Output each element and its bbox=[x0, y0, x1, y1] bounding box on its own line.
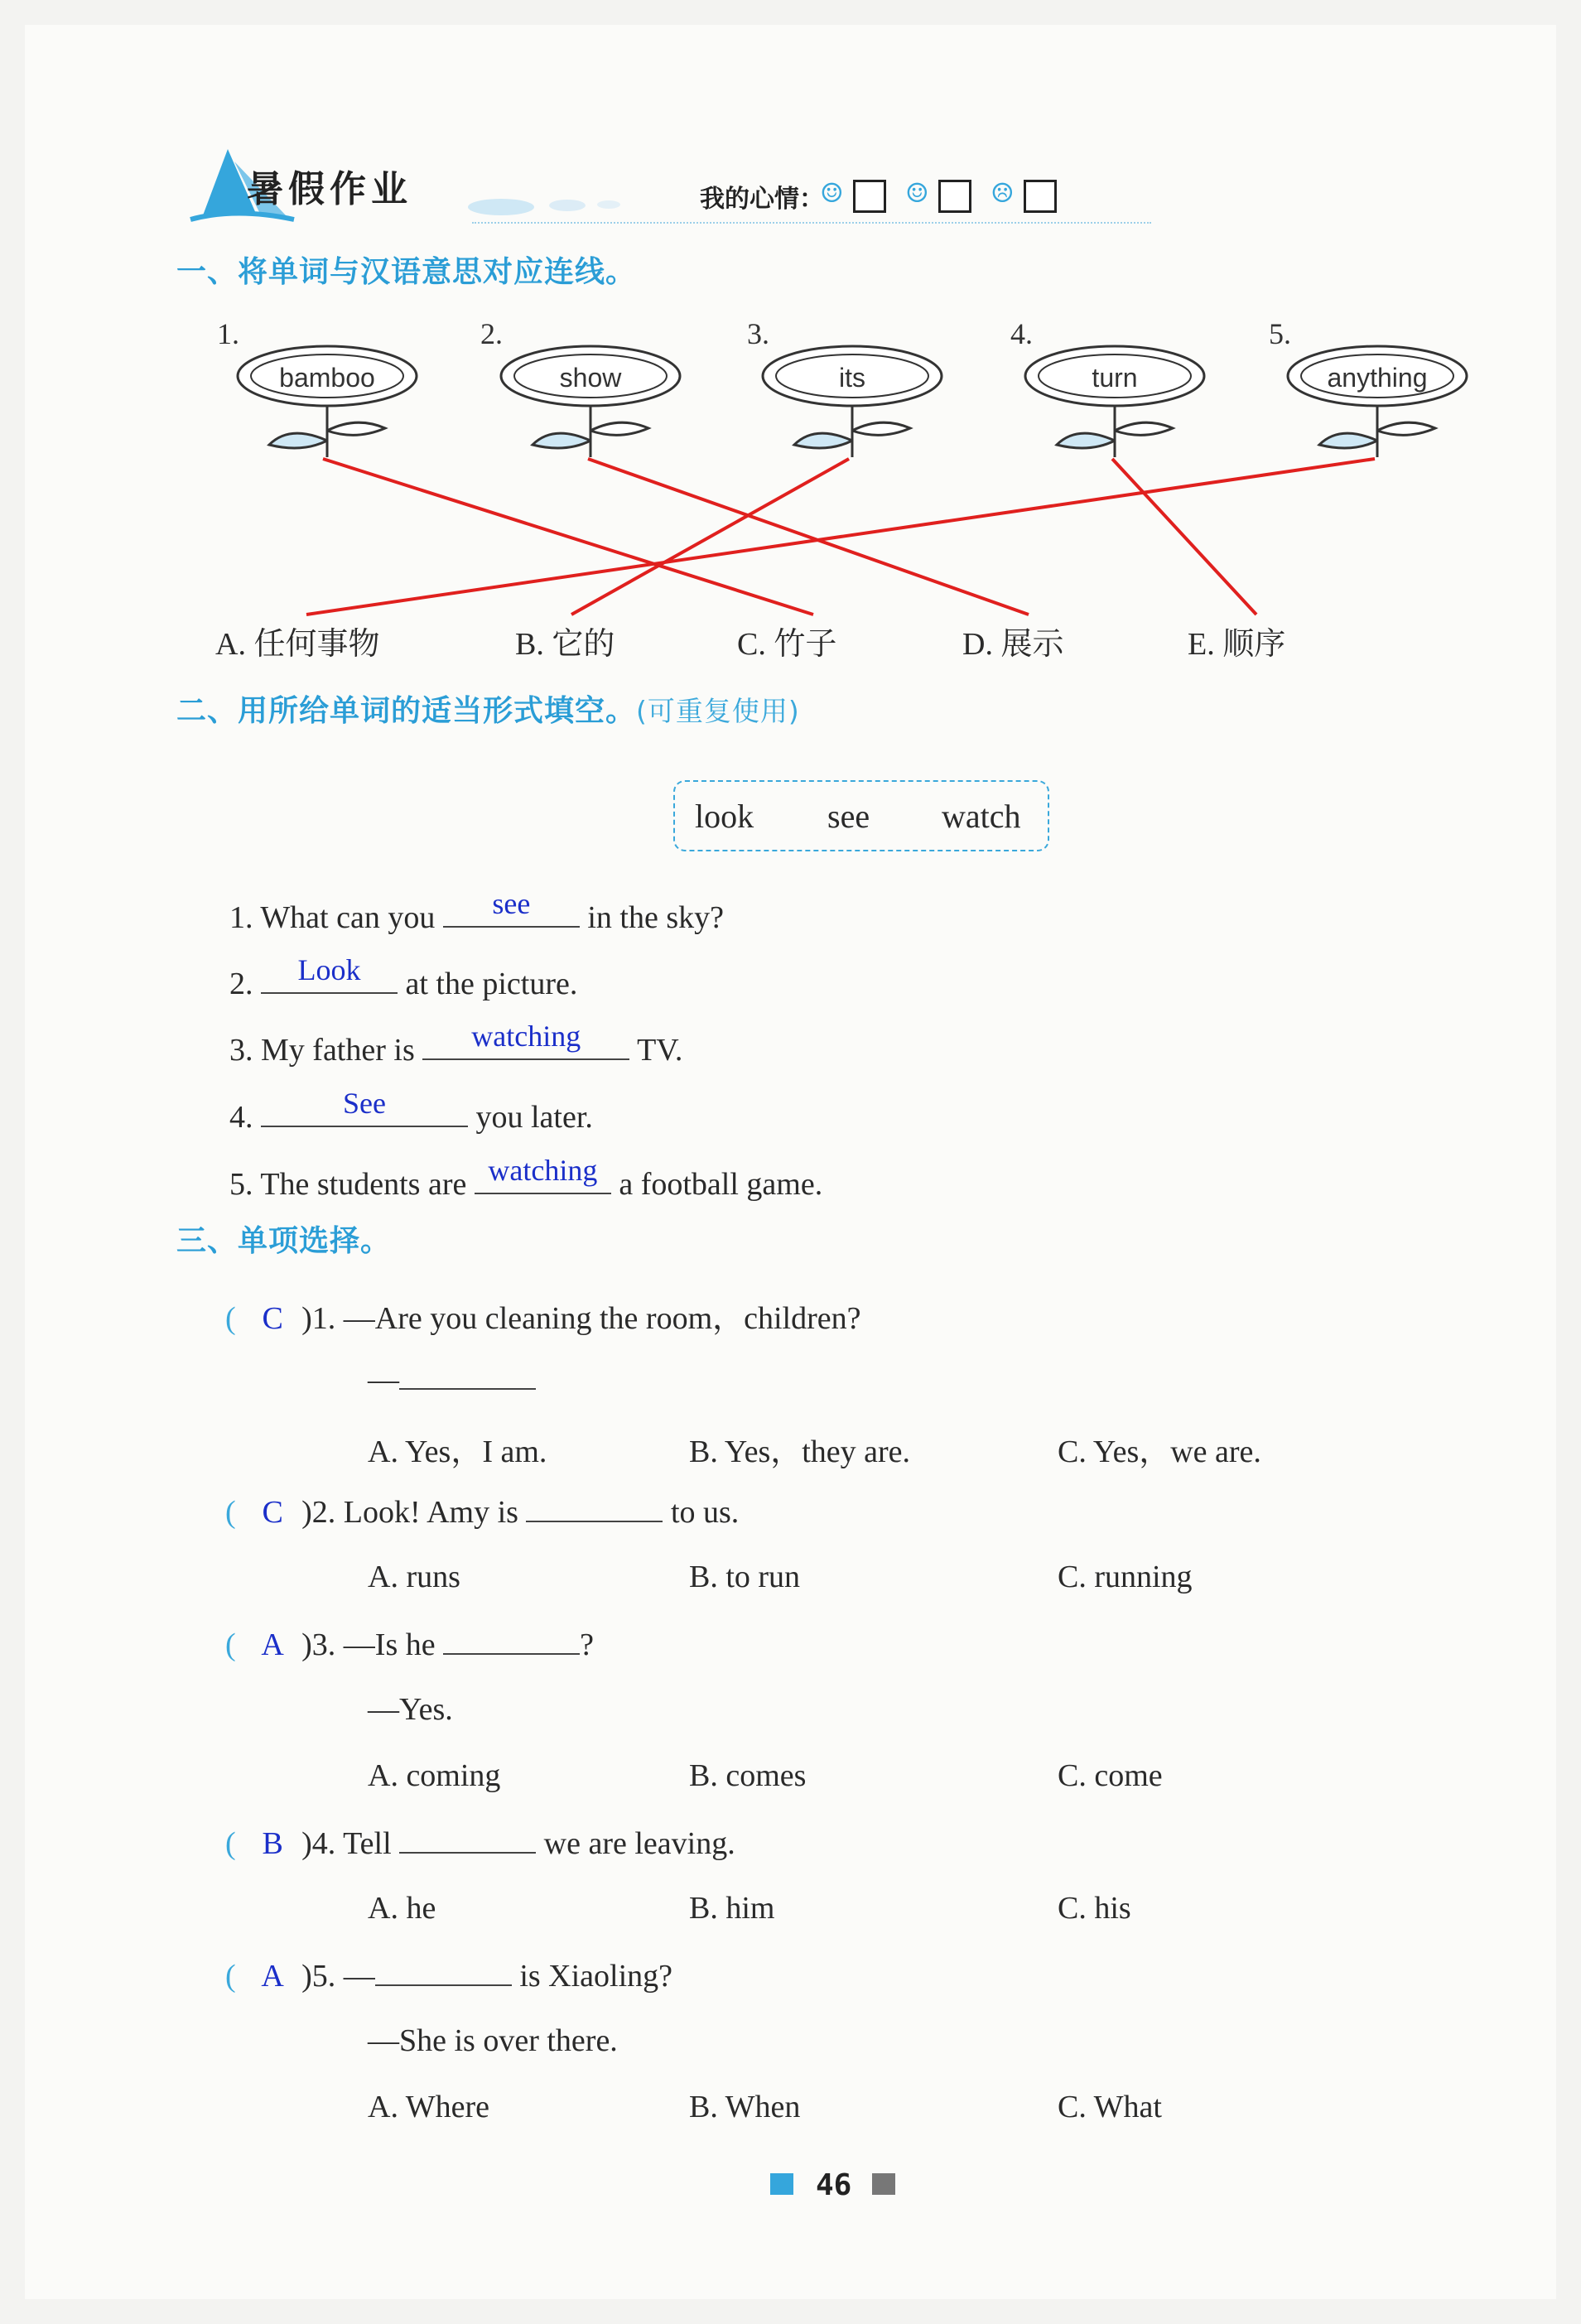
choice-question-2 bbox=[225, 1492, 739, 1531]
question-stem: ? bbox=[580, 1627, 594, 1662]
section2-note: (可重复使用) bbox=[636, 695, 800, 727]
word-label: anything bbox=[1327, 363, 1428, 393]
option-a[interactable]: A. runs bbox=[368, 1560, 460, 1594]
meaning-b: B. 它的 bbox=[515, 627, 615, 662]
word-bank-look: look bbox=[695, 798, 754, 835]
question-text: you later. bbox=[475, 1100, 593, 1135]
question-stem: )3. —Is he bbox=[301, 1627, 436, 1662]
page-marker-icon bbox=[872, 2173, 895, 2195]
worksheet-page bbox=[25, 25, 1556, 2299]
word-bank-watch: watch bbox=[942, 798, 1021, 835]
question-stem: )2. Look! Amy is bbox=[301, 1495, 518, 1530]
fill-question-4 bbox=[229, 1087, 593, 1135]
meaning-d: D. 展示 bbox=[962, 627, 1064, 662]
option-b[interactable]: B. him bbox=[689, 1891, 775, 1926]
reply-line bbox=[368, 1360, 536, 1398]
star-face-icon: ☺ bbox=[905, 177, 929, 209]
choice-question-4 bbox=[225, 1824, 735, 1862]
question-stem: we are leaving. bbox=[543, 1826, 735, 1861]
word-flower-its bbox=[757, 333, 947, 449]
mood-label: 我的心情： bbox=[700, 185, 824, 214]
answer-text: see bbox=[492, 887, 531, 920]
question-text: 4. bbox=[229, 1100, 253, 1135]
match-line-anything bbox=[306, 459, 1375, 615]
reply-line: —She is over there. bbox=[368, 2023, 618, 2058]
section2-title-text: 二、用所给单词的适当形式填空。 bbox=[176, 694, 637, 728]
paren-open: ( bbox=[225, 1495, 236, 1530]
answer-blank[interactable] bbox=[475, 1154, 611, 1194]
meaning-e: E. 顺序 bbox=[1188, 627, 1286, 662]
match-line-bamboo bbox=[323, 459, 813, 615]
option-c[interactable]: C. Yes，we are. bbox=[1058, 1434, 1261, 1469]
answer-blank[interactable] bbox=[443, 1625, 580, 1655]
question-stem: is Xiaoling? bbox=[519, 1959, 673, 1994]
word-label: its bbox=[839, 363, 865, 393]
star-face-icon: ☺ bbox=[820, 177, 844, 209]
meaning-a: A. 任何事物 bbox=[215, 627, 380, 662]
word-bank-box bbox=[673, 780, 1049, 851]
answer-text: watching bbox=[471, 1020, 581, 1053]
option-b[interactable]: B. to run bbox=[689, 1560, 801, 1594]
option-c[interactable]: C. his bbox=[1058, 1891, 1131, 1926]
word-flower-anything bbox=[1282, 333, 1473, 449]
answer-blank[interactable] bbox=[261, 953, 398, 994]
reply-text: — bbox=[368, 1362, 399, 1397]
paren-open: ( bbox=[225, 1959, 236, 1994]
word-number: 1. bbox=[217, 317, 239, 350]
answer-blank[interactable] bbox=[422, 1020, 629, 1060]
answer-blank[interactable] bbox=[399, 1360, 536, 1390]
question-stem: )5. — bbox=[301, 1959, 375, 1994]
question-text: TV. bbox=[637, 1033, 683, 1068]
word-label: show bbox=[559, 363, 622, 393]
word-number: 3. bbox=[747, 317, 769, 350]
question-text: at the picture. bbox=[405, 967, 578, 1001]
word-flower-turn bbox=[1019, 333, 1210, 449]
option-c[interactable]: C. running bbox=[1058, 1560, 1193, 1594]
answer-text: Look bbox=[297, 953, 361, 986]
section1-title: 一、将单词与汉语意思对应连线。 bbox=[176, 255, 637, 289]
option-a[interactable]: A. coming bbox=[368, 1758, 501, 1793]
paren-open: ( bbox=[225, 1301, 236, 1336]
fill-question-5 bbox=[229, 1154, 823, 1203]
question-stem: )4. Tell bbox=[301, 1826, 392, 1861]
question-text: 3. My father is bbox=[229, 1033, 415, 1068]
fill-question-3 bbox=[229, 1020, 683, 1068]
answer-text: See bbox=[343, 1087, 386, 1120]
fill-question-2 bbox=[229, 953, 578, 1002]
word-flower-bamboo bbox=[232, 333, 422, 449]
word-number: 5. bbox=[1269, 317, 1291, 350]
word-number: 4. bbox=[1010, 317, 1033, 350]
answer-blank[interactable] bbox=[375, 1956, 512, 1986]
choice-question-3 bbox=[225, 1625, 594, 1663]
paren-open: ( bbox=[225, 1826, 236, 1861]
question-text: 5. The students are bbox=[229, 1167, 467, 1202]
word-bank-see: see bbox=[827, 798, 870, 835]
header-title: 暑假作业 bbox=[247, 168, 412, 210]
choice-question-5 bbox=[225, 1956, 672, 1994]
word-number: 2. bbox=[480, 317, 503, 350]
star-face-icon: ☹ bbox=[991, 177, 1015, 209]
choice-answer[interactable]: B bbox=[262, 1826, 283, 1861]
option-a[interactable]: A. Yes，I am. bbox=[368, 1434, 547, 1469]
paren-open: ( bbox=[225, 1627, 236, 1662]
word-label: turn bbox=[1092, 363, 1138, 393]
answer-blank[interactable] bbox=[443, 887, 580, 928]
choice-question-1 bbox=[225, 1292, 861, 1338]
answer-blank[interactable] bbox=[261, 1087, 468, 1127]
question-stem: to us. bbox=[670, 1495, 740, 1530]
word-flower-show bbox=[495, 333, 686, 449]
option-b[interactable]: B. Yes，they are. bbox=[689, 1434, 911, 1469]
fill-question-1 bbox=[229, 887, 724, 936]
option-b[interactable]: B. comes bbox=[689, 1758, 807, 1793]
section3-title: 三、单项选择。 bbox=[176, 1224, 392, 1258]
meaning-c: C. 竹子 bbox=[737, 627, 837, 662]
match-line-turn bbox=[1112, 459, 1256, 615]
choice-answer[interactable]: C bbox=[262, 1301, 283, 1336]
choice-answer[interactable]: A bbox=[261, 1959, 284, 1994]
reply-line: —Yes. bbox=[368, 1692, 453, 1727]
option-a[interactable]: A. Where bbox=[368, 2090, 490, 2124]
page-number: 46 bbox=[816, 2168, 852, 2202]
option-c[interactable]: C. What bbox=[1058, 2090, 1162, 2124]
question-text: a football game. bbox=[619, 1167, 823, 1202]
answer-text: watching bbox=[488, 1154, 598, 1187]
option-a[interactable]: A. he bbox=[368, 1891, 436, 1926]
option-b[interactable]: B. When bbox=[689, 2090, 801, 2124]
section2-title bbox=[176, 687, 800, 730]
question-text: 2. bbox=[229, 967, 253, 1001]
option-c[interactable]: C. come bbox=[1058, 1758, 1163, 1793]
answer-blank[interactable] bbox=[399, 1824, 536, 1854]
answer-blank[interactable] bbox=[526, 1492, 663, 1522]
choice-answer[interactable]: C bbox=[262, 1495, 283, 1530]
word-label: bamboo bbox=[279, 363, 375, 393]
question-text: 1. What can you bbox=[229, 900, 436, 935]
question-stem: )1. —Are you cleaning the room，children? bbox=[301, 1301, 861, 1336]
question-text: in the sky? bbox=[587, 900, 724, 935]
page-marker-icon bbox=[770, 2173, 793, 2195]
choice-answer[interactable]: A bbox=[261, 1627, 284, 1662]
